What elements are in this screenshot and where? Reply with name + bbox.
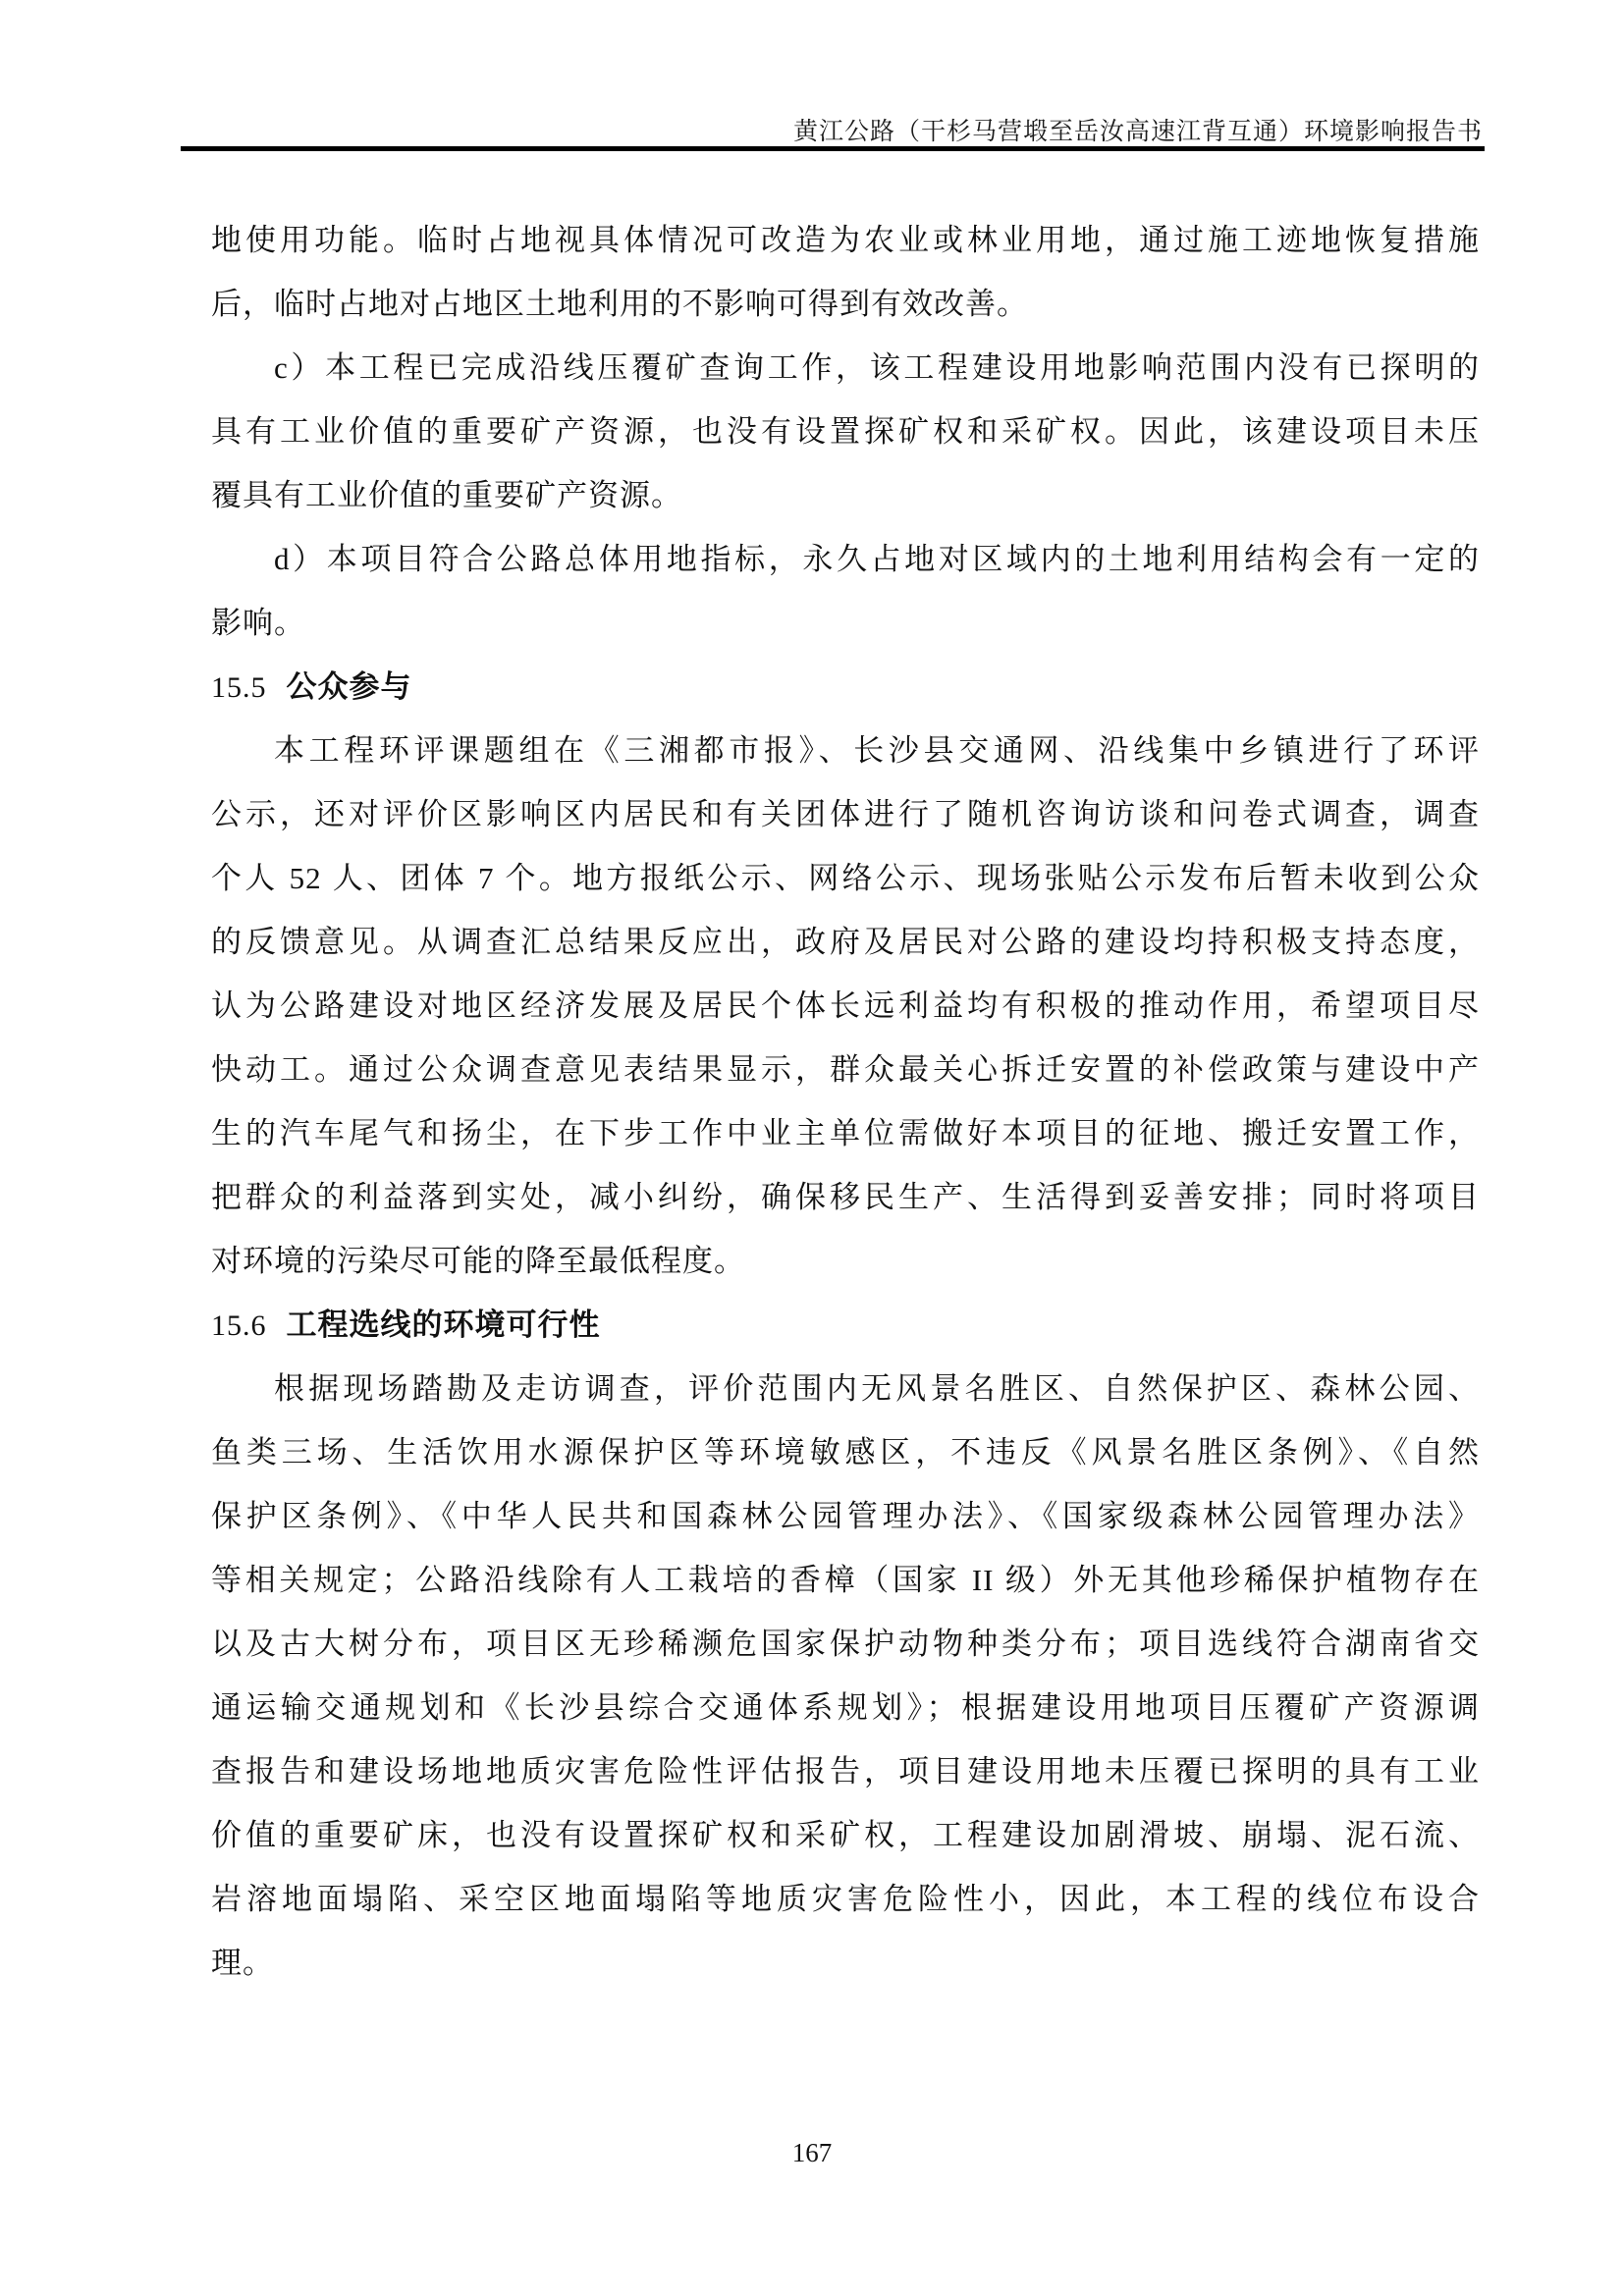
section-heading-15-6 [211, 1293, 1480, 1357]
text-line: 生的汽车尾气和扬尘，在下步工作中业主单位需做好本项目的征地、搬迁安置工作， [211, 1116, 1480, 1150]
text-line: 查报告和建设场地地质灾害危险性评估报告，项目建设用地未压覆已探明的具有工业 [211, 1754, 1480, 1789]
text-line: 通运输交通规划和《长沙县综合交通体系规划》；根据建设用地项目压覆矿产资源调 [211, 1690, 1480, 1725]
text-line: 具有工业价值的重要矿产资源，也没有设置探矿权和采矿权。因此，该建设项目未压 [211, 414, 1480, 449]
header-rule [181, 146, 1485, 151]
text-line: c）本工程已完成沿线压覆矿查询工作，该工程建设用地影响范围内没有已探明的 [274, 350, 1480, 385]
text-line: 根据现场踏勘及走访调查，评价范围内无风景名胜区、自然保护区、森林公园、 [274, 1371, 1480, 1406]
text-line: 保护区条例》、《中华人民共和国森林公园管理办法》、《国家级森林公园管理办法》 [211, 1499, 1480, 1533]
text-line: 价值的重要矿床，也没有设置探矿权和采矿权，工程建设加剧滑坡、崩塌、泥石流、 [211, 1818, 1480, 1852]
text-line: 公示，还对评价区影响区内居民和有关团体进行了随机咨询访谈和问卷式调查，调查 [211, 797, 1480, 831]
text-line: 影响。 [211, 606, 305, 640]
text-line: 以及古大树分布，项目区无珍稀濒危国家保护动物种类分布；项目选线符合湖南省交 [211, 1627, 1480, 1661]
text-line: 后，临时占地对占地区土地利用的不影响可得到有效改善。 [211, 287, 1028, 321]
section-number: 15.6 [211, 1309, 267, 1342]
section-title: 公众参与 [286, 669, 412, 704]
section-title: 工程选线的环境可行性 [286, 1308, 601, 1342]
text-line: 本工程环评课题组在《三湘都市报》、长沙县交通网、沿线集中乡镇进行了环评 [274, 733, 1480, 768]
section-heading-15-5 [211, 655, 1480, 719]
section-number: 15.5 [211, 671, 267, 704]
text-line: 快动工。通过公众调查意见表结果显示，群众最关心拆迁安置的补偿政策与建设中产 [211, 1052, 1480, 1087]
text-line: 认为公路建设对地区经济发展及居民个体长远利益均有积极的推动作用，希望项目尽 [211, 988, 1480, 1023]
document-body [211, 208, 1480, 1995]
running-header-title: 黄江公路（干杉马营塅至岳汝高速江背互通）环境影响报告书 [792, 119, 1483, 145]
text-line: 鱼类三场、生活饮用水源保护区等环境敏感区，不违反《风景名胜区条例》、《自然 [211, 1435, 1480, 1469]
text-line: 等相关规定；公路沿线除有人工栽培的香樟（国家 II 级）外无其他珍稀保护植物存在 [211, 1563, 1480, 1597]
text-line: d）本项目符合公路总体用地指标，永久占地对区域内的土地利用结构会有一定的 [274, 542, 1480, 576]
text-line: 覆具有工业价值的重要矿产资源。 [211, 478, 682, 512]
text-line: 地使用功能。临时占地视具体情况可改造为农业或林业用地，通过施工迹地恢复措施 [211, 223, 1480, 257]
text-line: 理。 [211, 1946, 274, 1980]
text-line: 对环境的污染尽可能的降至最低程度。 [211, 1244, 745, 1278]
text-line: 个人 52 人、团体 7 个。地方报纸公示、网络公示、现场张贴公示发布后暂未收到公众 [211, 861, 1480, 895]
text-line: 岩溶地面塌陷、采空区地面塌陷等地质灾害危险性小，因此，本工程的线位布设合 [211, 1882, 1480, 1916]
text-line: 把群众的利益落到实处，减小纠纷，确保移民生产、生活得到妥善安排；同时将项目 [211, 1180, 1480, 1214]
page-number: 167 [791, 2138, 833, 2167]
text-line: 的反馈意见。从调查汇总结果反应出，政府及居民对公路的建设均持积极支持态度， [211, 925, 1480, 959]
